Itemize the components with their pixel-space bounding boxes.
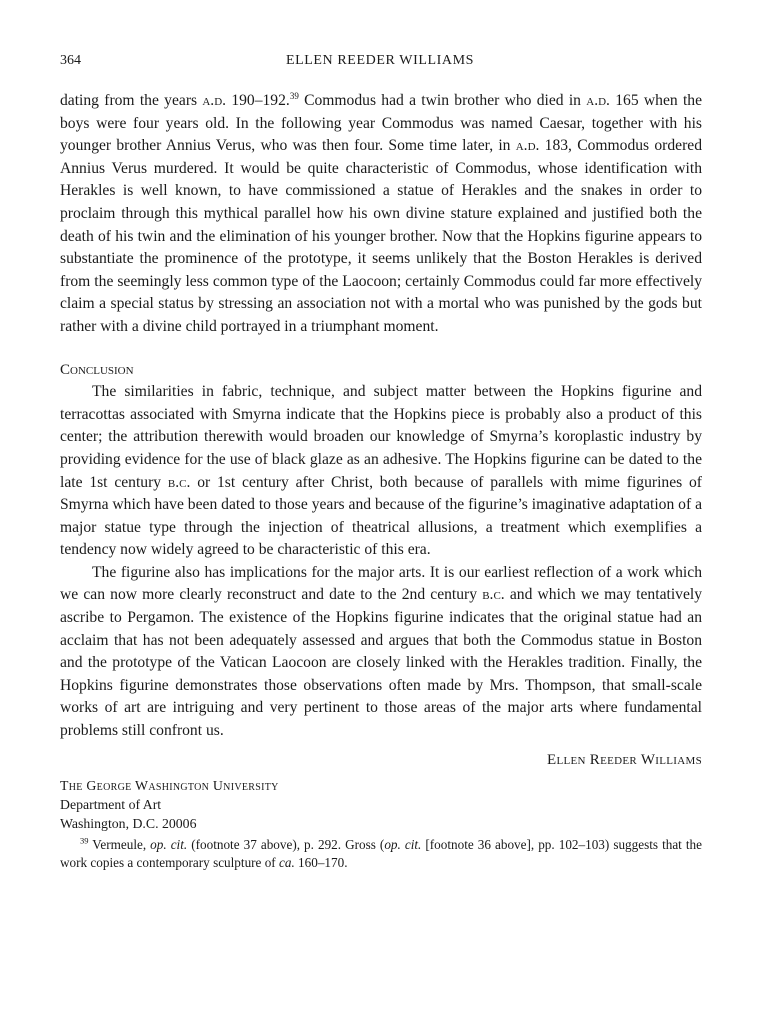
body-paragraph [60, 381, 702, 562]
page-number: 364 [60, 53, 81, 68]
text-run: (footnote 37 above), p. 292. Gross ( [187, 837, 385, 852]
author-signature: Ellen Reeder Williams [546, 752, 702, 768]
section-heading: Conclusion [60, 361, 134, 378]
body-paragraph [60, 90, 702, 339]
text-run: 190–192. [226, 92, 290, 109]
text-run: The figurine also has implications for the major arts. It is our earliest reflection of a work which we can now more clearly reconstruct and date to the 2nd century [60, 563, 702, 604]
italic-run: op. cit. [150, 837, 188, 852]
era-abbrev: b.c. [482, 586, 505, 604]
text-run: Vermeule, [88, 837, 151, 852]
footnote [60, 836, 702, 872]
text-run: 160–170. [294, 855, 348, 870]
text-run: 183, Commodus ordered Annius Verus murdered. It would be quite characteristic of Commodus, whose identification with Herakles is well known, to have commissioned a statue of Herakles and the snakes in order to proclaim through this mythical parallel how his own divine stature explained and justified both the death of his twin and the elimination of his younger brother. Now that the Hopkins figurine appears to substantiate the prominence of the prototype, it seems unlikely that the Boston Herakles is derived from the seemingly less common type of the Laocoon; certainly Commodus could far more effectively claim a special status by stressing an association not with a mortal who was punished by the gods but rather with a divine child portrayed in a triumphant moment. [60, 137, 702, 335]
text-run: [footnote 36 above], pp. 102–103) suggests that the work copies a contemporary sculpture of [60, 837, 702, 870]
text-run: dating from the years [60, 92, 203, 109]
affiliation-institution: The George Washington University [60, 778, 279, 793]
affiliation-city: Washington, D.C. 20006 [60, 816, 197, 831]
affiliation-department: Department of Art [60, 797, 162, 812]
body-text [60, 90, 702, 743]
era-abbrev: a.d. [586, 92, 610, 109]
era-abbrev: a.d. [202, 92, 227, 109]
italic-run: ca. [279, 855, 295, 870]
footnote-ref[interactable]: 39 [289, 90, 299, 101]
italic-run: op. cit. [384, 837, 422, 852]
page-header [60, 53, 700, 73]
footnote-text [60, 836, 702, 872]
author-affiliation [60, 776, 279, 833]
footnote-number: 39 [80, 835, 89, 846]
text-run: 165 when the boys were four years old. In the following year Commodus was named Caesar, together with his younger brother Annius Verus, who was then four. Some time later, in [60, 92, 703, 155]
body-paragraph [60, 562, 702, 743]
text-run: The similarities in fabric, technique, and subject matter between the Hopkins figurine and terracottas associated with Smyrna indicate that the Hopkins piece is probably also a product of this center; the attribution therewith would broaden our knowledge of Smyrna’s koroplastic industry by providing evidence for the use of black glaze as an adhesive. The Hopkins figurine can be dated to the late 1st century [60, 383, 702, 491]
era-abbrev: a.d. [515, 137, 540, 155]
text-run: and which we may tentatively ascribe to Pergamon. The existence of the Hopkins figurine indicates that the original statue had an acclaim that has not been adequately assessed and argues that both the Commodus statue in Boston and the prototype of the Vatican Laocoon are closely linked with the Herakles tradition. Finally, the Hopkins figurine demonstrates those observations often made by Mrs. Thompson, that small-scale works of art are intriguing and very pertinent to those areas of the major arts where fundamental problems still confront us. [60, 586, 702, 740]
text-run: or 1st century after Christ, both because of parallels with mime figurines of Smyrna which have been dated to those years and because of the figurine’s imaginative adaptation of a major statue type through the injection of theatrical allusions, a treatment which exemplifies a tendency now widely agreed to be characteristic of this era. [60, 473, 702, 559]
text-run: Commodus had a twin brother who died in [298, 92, 587, 109]
era-abbrev: b.c. [167, 473, 191, 491]
running-head: ELLEN REEDER WILLIAMS [285, 53, 475, 68]
